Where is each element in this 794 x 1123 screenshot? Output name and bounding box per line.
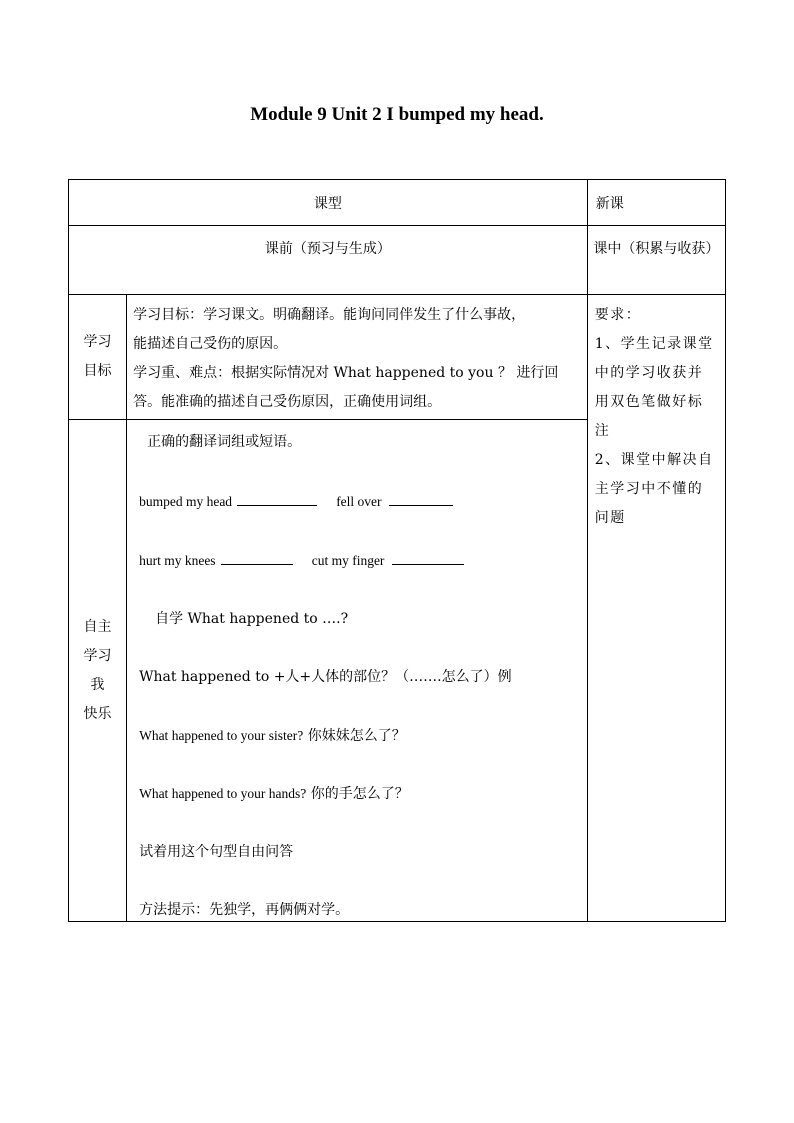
phase-header-row <box>69 226 726 295</box>
example-2 <box>139 783 409 803</box>
lesson-type-value: 新课 <box>587 180 725 226</box>
phrase-bumped-my-head: bumped my head <box>139 494 233 509</box>
self-study-intro: 正确的翻译词组或短语。 <box>147 434 302 450</box>
goals-text-line: 学习重、难点：根据实际情况对 What happened to you ？ 进行回 <box>133 365 559 381</box>
goals-row <box>69 295 726 420</box>
requirements-cell <box>587 295 725 922</box>
requirements-line: 用双色笔做好标 <box>594 394 704 410</box>
goals-text-line: 答。能准确的描述自己受伤原因，正确使用词组。 <box>133 394 442 410</box>
phrase-row-1 <box>139 493 453 510</box>
sentence-pattern: What happened to +人+人体的部位？（…….怎么了）例 <box>139 669 512 685</box>
goals-label-line: 目标 <box>83 363 112 379</box>
self-study-label-line: 自主 <box>83 618 112 635</box>
method-tip: 方法提示：先独学，再俩俩对学。 <box>139 902 350 918</box>
requirements-line: 主学习中不懂的 <box>594 481 704 497</box>
in-class-header: 课中（积累与收获） <box>587 226 725 295</box>
answer-blank[interactable] <box>221 552 293 565</box>
lesson-type-row <box>69 180 726 226</box>
phrase-row-2 <box>139 552 464 569</box>
self-study-label-line: 快乐 <box>83 705 112 722</box>
example-2-en: What happened to your hands? <box>139 786 307 801</box>
requirements-line: 中的学习收获并 <box>594 365 704 381</box>
lesson-table <box>68 179 726 922</box>
goals-text <box>127 295 588 420</box>
requirements-line: 问题 <box>594 510 626 526</box>
goals-label-line: 学习 <box>83 334 112 350</box>
before-class-header: 课前（预习与生成） <box>69 226 588 295</box>
page-title: Module 9 Unit 2 I bumped my head. <box>250 104 544 125</box>
self-study-label <box>69 420 127 922</box>
phrase-hurt-my-knees: hurt my knees <box>139 553 216 568</box>
self-study-heading: 自学 What happened to ….? <box>155 611 349 627</box>
answer-blank[interactable] <box>389 493 453 506</box>
goals-text-line: 能描述自己受伤的原因。 <box>133 336 288 352</box>
self-study-label-line: 我 <box>90 676 105 693</box>
practice-instruction: 试着用这个句型自由问答 <box>139 844 294 860</box>
answer-blank[interactable] <box>237 493 317 506</box>
requirements-line: 注 <box>594 423 611 439</box>
phrase-cut-my-finger: cut my finger <box>311 553 385 568</box>
example-1-en: What happened to your sister? <box>139 728 304 743</box>
goals-label <box>69 295 127 420</box>
example-1-zh: 你妹妹怎么了？ <box>307 728 406 744</box>
answer-blank[interactable] <box>392 552 464 565</box>
requirements-line: 1、学生记录课堂 <box>594 336 714 352</box>
example-1 <box>139 725 406 745</box>
example-2-zh: 你的手怎么了？ <box>310 786 409 802</box>
requirements-line: 要求： <box>594 307 642 323</box>
requirements-line: 2、课堂中解决自 <box>594 452 714 468</box>
self-study-label-line: 学习 <box>83 647 112 664</box>
phrase-fell-over: fell over <box>336 494 382 509</box>
goals-text-line: 学习目标：学习课文。明确翻译。能询问同伴发生了什么事故， <box>133 307 526 323</box>
lesson-type-label: 课型 <box>69 180 588 226</box>
self-study-content <box>127 420 588 922</box>
